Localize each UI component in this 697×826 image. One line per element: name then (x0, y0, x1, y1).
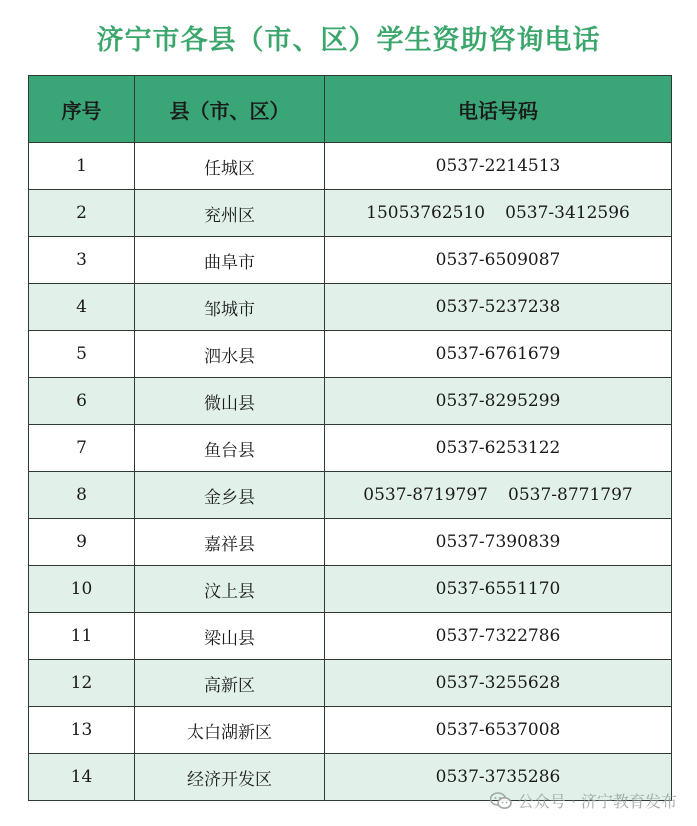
phone-number: 0537-6761679 (435, 344, 561, 364)
row-index: 13 (29, 707, 135, 754)
phone-number: 0537-3412596 (505, 203, 630, 223)
table-row (29, 143, 672, 190)
page-title: 济宁市各县（市、区）学生资助咨询电话 (96, 25, 601, 56)
phone-number: 0537-3735286 (435, 767, 561, 787)
row-phone-cell (325, 425, 672, 472)
row-index: 12 (29, 660, 135, 707)
row-index: 4 (29, 284, 135, 331)
row-district: 兖州区 (135, 190, 325, 237)
row-index: 6 (29, 378, 135, 425)
row-index: 3 (29, 237, 135, 284)
phone-number: 0537-6537008 (435, 720, 561, 740)
table-row (29, 237, 672, 284)
phone-number: 0537-8719797 (363, 485, 488, 505)
phone-number: 15053762510 (366, 203, 486, 223)
row-district: 微山县 (135, 378, 325, 425)
phone-number: 0537-6551170 (435, 579, 561, 599)
table-header-row (29, 76, 672, 143)
row-phone-cell (325, 331, 672, 378)
phone-number: 0537-7390839 (435, 532, 561, 552)
row-index: 1 (29, 143, 135, 190)
row-district: 邹城市 (135, 284, 325, 331)
row-phone-cell (325, 472, 672, 519)
phone-number: 0537-2214513 (435, 156, 561, 176)
row-district: 太白湖新区 (135, 707, 325, 754)
row-phone-cell (325, 519, 672, 566)
header-phone: 电话号码 (325, 76, 672, 143)
phone-number: 0537-7322786 (435, 626, 561, 646)
row-phone-cell (325, 143, 672, 190)
row-index: 7 (29, 425, 135, 472)
contact-table (28, 75, 672, 801)
phone-number: 0537-6253122 (435, 438, 561, 458)
row-district: 嘉祥县 (135, 519, 325, 566)
account-watermark (490, 789, 677, 812)
row-index: 2 (29, 190, 135, 237)
table-row (29, 190, 672, 237)
header-index: 序号 (29, 76, 135, 143)
wechat-icon (490, 792, 512, 810)
row-phone-cell (325, 378, 672, 425)
row-district: 经济开发区 (135, 754, 325, 801)
row-phone-cell (325, 237, 672, 284)
header-district: 县（市、区） (135, 76, 325, 143)
table-row (29, 472, 672, 519)
phone-number: 0537-8771797 (508, 485, 633, 505)
row-index: 14 (29, 754, 135, 801)
table-row (29, 425, 672, 472)
table-row (29, 331, 672, 378)
row-phone-cell (325, 566, 672, 613)
phone-number: 0537-3255628 (435, 673, 561, 693)
row-index: 9 (29, 519, 135, 566)
table-row (29, 660, 672, 707)
row-district: 汶上县 (135, 566, 325, 613)
row-phone-cell (325, 707, 672, 754)
phone-number: 0537-8295299 (435, 391, 561, 411)
row-district: 高新区 (135, 660, 325, 707)
row-index: 8 (29, 472, 135, 519)
row-district: 泗水县 (135, 331, 325, 378)
table-row (29, 707, 672, 754)
row-phone-cell (325, 190, 672, 237)
watermark-text: 公众号 · 济宁教育发布 (517, 792, 677, 811)
table-row (29, 519, 672, 566)
row-district: 曲阜市 (135, 237, 325, 284)
row-index: 10 (29, 566, 135, 613)
row-index: 11 (29, 613, 135, 660)
row-phone-cell (325, 613, 672, 660)
table-row (29, 613, 672, 660)
table-row (29, 378, 672, 425)
phone-number: 0537-6509087 (435, 250, 561, 270)
row-district: 梁山县 (135, 613, 325, 660)
row-phone-cell (325, 284, 672, 331)
row-district: 鱼台县 (135, 425, 325, 472)
row-district: 任城区 (135, 143, 325, 190)
row-phone-cell (325, 660, 672, 707)
row-index: 5 (29, 331, 135, 378)
table-row (29, 566, 672, 613)
row-district: 金乡县 (135, 472, 325, 519)
phone-number: 0537-5237238 (435, 297, 561, 317)
table-row (29, 284, 672, 331)
